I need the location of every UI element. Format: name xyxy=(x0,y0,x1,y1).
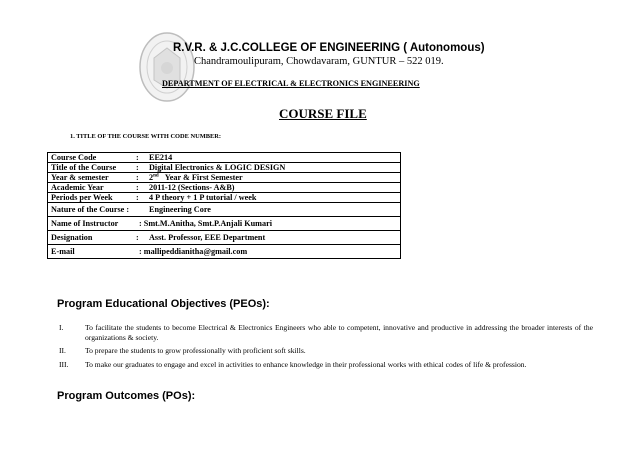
page-title: COURSE FILE xyxy=(279,106,367,121)
table-row xyxy=(48,203,401,217)
row-value: 2011-12 (Sections- A&B) xyxy=(146,183,401,193)
row-label: Academic Year xyxy=(48,183,137,193)
row-value: EE214 xyxy=(146,153,401,163)
table-row xyxy=(48,173,401,183)
college-address: Chandramoulipuram, Chowdavaram, GUNTUR – 522 019. xyxy=(194,56,444,67)
list-item-number: I. xyxy=(59,323,64,332)
row-value xyxy=(146,173,401,183)
row-label: Nature of the Course : xyxy=(48,203,147,217)
row-value: : mallipeddianitha@gmail.com xyxy=(136,245,401,259)
row-value: Asst. Professor, EEE Department xyxy=(146,231,401,245)
row-colon: : xyxy=(136,183,146,193)
row-value: : Smt.M.Anitha, Smt.P.Anjali Kumari xyxy=(136,217,401,231)
row-label: Name of Instructor xyxy=(48,217,137,231)
list-item xyxy=(57,346,593,356)
course-info-table xyxy=(47,152,401,259)
po-heading: Program Outcomes (POs): xyxy=(57,390,196,402)
year-ordinal: nd xyxy=(153,173,159,179)
row-colon: : xyxy=(136,231,146,245)
year-number: 2 xyxy=(149,173,154,182)
list-item-text: To facilitate the students to become Electrical & Electronics Engineers who able to competent, innovative and productive in addressing the broader interests of the organizations & society. xyxy=(85,323,593,342)
row-colon: : xyxy=(136,153,146,163)
peo-heading: Program Educational Objectives (PEOs): xyxy=(57,298,270,310)
table-row xyxy=(48,245,401,259)
row-label: Course Code xyxy=(48,153,137,163)
peo-list xyxy=(57,323,593,373)
college-seal-icon xyxy=(136,28,198,106)
row-value: 4 P theory + 1 P tutorial / week xyxy=(146,193,401,203)
list-item-text: To make our graduates to engage and excel in activities to enhance knowledge in their professional works with ethical codes of life & profession. xyxy=(85,359,527,369)
list-item xyxy=(57,360,593,370)
list-item xyxy=(57,323,593,342)
row-label: Title of the Course xyxy=(48,163,137,173)
list-item-number: III. xyxy=(59,359,69,369)
department-name: DEPARTMENT OF ELECTRICAL & ELECTRONICS ENGINEERING xyxy=(162,79,420,88)
list-item-number: II. xyxy=(59,346,66,356)
table-row xyxy=(48,231,401,245)
row-colon: : xyxy=(136,173,146,183)
year-text: Year & First Semester xyxy=(164,173,243,182)
table-row xyxy=(48,163,401,173)
row-value: Digital Electronics & LOGIC DESIGN xyxy=(146,163,401,173)
row-label: Periods per Week xyxy=(48,193,137,203)
row-colon: : xyxy=(136,163,146,173)
list-item-text: To prepare the students to grow professionally with proficient soft skills. xyxy=(85,346,306,356)
table-row xyxy=(48,193,401,203)
row-value: Engineering Core xyxy=(146,203,401,217)
section-heading-course-title: 1. TITLE OF THE COURSE WITH CODE NUMBER: xyxy=(70,133,222,140)
row-label: E-mail xyxy=(48,245,137,259)
college-name: R.V.R. & J.C.COLLEGE OF ENGINEERING ( Autonomous) xyxy=(173,42,485,54)
table-row xyxy=(48,153,401,163)
table-row xyxy=(48,217,401,231)
row-colon: : xyxy=(136,193,146,203)
row-label: Year & semester xyxy=(48,173,137,183)
row-label: Designation xyxy=(48,231,137,245)
table-row xyxy=(48,183,401,193)
